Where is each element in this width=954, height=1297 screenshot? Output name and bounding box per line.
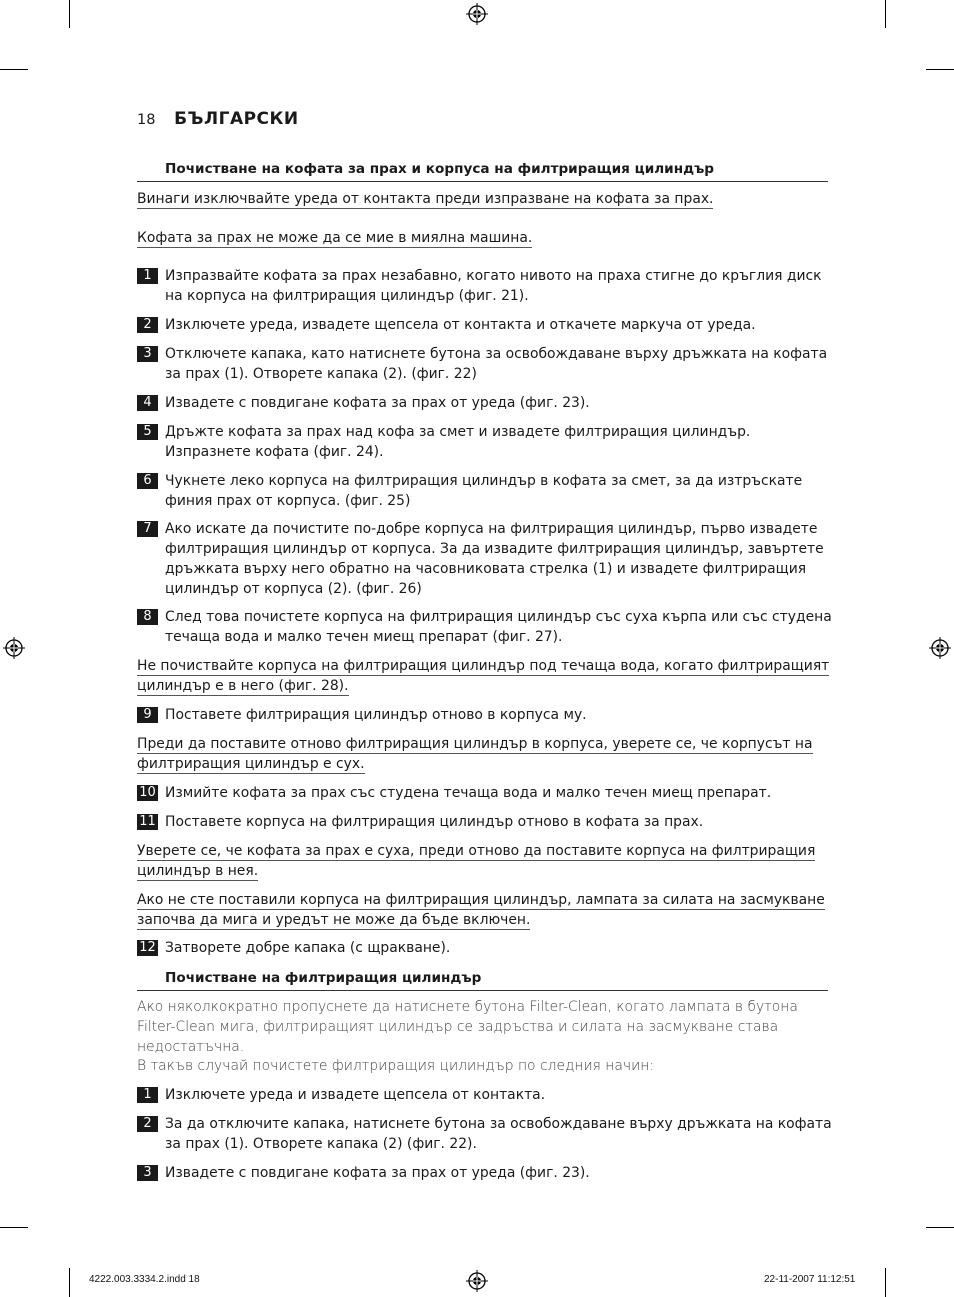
step-item <box>137 266 837 306</box>
step-number: 11 <box>137 814 158 830</box>
step-text: За да отключите капака, натиснете бутона за освобождаване върху дръжката на кофата за прах (1). Отворете капака (2) (фиг. 22). <box>165 1116 832 1152</box>
registration-mark-icon <box>929 637 951 659</box>
step-text: Изпразвайте кофата за прах незабавно, когато нивото на праха стигне до кръглия диск на корпуса на филтриращия цилиндър (фиг. 21). <box>165 268 822 304</box>
step-text: Поставете корпуса на филтриращия цилиндър отново в кофата за прах. <box>165 814 704 830</box>
step-number: 12 <box>137 940 158 956</box>
crop-mark <box>0 1227 28 1228</box>
step-number: 9 <box>137 707 158 723</box>
step-number: 6 <box>137 473 158 489</box>
intro-paragraph: В такъв случай почистете филтриращия цилиндър по следния начин: <box>137 1058 655 1074</box>
page-header <box>137 109 299 129</box>
language-title: БЪЛГАРСКИ <box>174 109 299 129</box>
step-text: Поставете филтриращия цилиндър отново в корпуса му. <box>165 707 587 723</box>
warning-note: Преди да поставите отново филтриращия цилиндър в корпуса, уверете се, че корпусът на филтриращия цилиндър е сух. <box>137 736 813 772</box>
step-number: 3 <box>137 346 158 362</box>
step-text: Изключете уреда, извадете щепсела от контакта и откачете маркуча от уреда. <box>165 317 756 333</box>
step-text: Отключете капака, като натиснете бутона за освобождаване върху дръжката на кофата за прах (1). Отворете капака (2). (фиг. 22) <box>165 346 828 382</box>
registration-mark-icon <box>3 637 25 659</box>
footer-file: 4222.003.3334.2.indd 18 <box>89 1274 200 1285</box>
step-number: 8 <box>137 609 158 625</box>
warning-note: Ако не сте поставили корпуса на филтриращия цилиндър, лампата за силата на засмукване започва да мига и уредът не може да бъде включен. <box>137 892 825 928</box>
step-text: След това почистете корпуса на филтриращия цилиндър със суха кърпа или със студена течаща вода и малко течен миещ препарат (фиг. 27). <box>165 609 832 645</box>
warning-note: Кофата за прах не може да се мие в миялна машина. <box>137 230 533 246</box>
section-title: Почистване на кофата за прах и корпуса на филтриращия цилиндър <box>137 161 828 182</box>
warning-note: Уверете се, че кофата за прах е суха, преди отново да поставите корпуса на филтриращия цилиндър в нея. <box>137 843 816 879</box>
step-number: 7 <box>137 521 158 537</box>
crop-mark <box>69 1268 70 1297</box>
step-number: 2 <box>137 317 158 333</box>
step-text: Чукнете леко корпуса на филтриращия цилиндър в кофата за смет, за да изтръскате финия прах от корпуса. (фиг. 25) <box>165 473 803 509</box>
crop-mark <box>69 0 70 28</box>
step-number: 3 <box>137 1165 158 1181</box>
step-text: Измийте кофата за прах със студена течаща вода и малко течен миещ препарат. <box>165 785 772 801</box>
step-text: Изключете уреда и извадете щепсела от контакта. <box>165 1087 546 1103</box>
registration-mark-icon <box>466 1270 488 1292</box>
crop-mark <box>0 69 28 70</box>
crop-mark <box>926 1227 954 1228</box>
crop-mark <box>885 1268 886 1297</box>
registration-mark-icon <box>466 3 488 25</box>
step-text: Извадете с повдигане кофата за прах от уреда (фиг. 23). <box>165 395 590 411</box>
warning-note: Не почиствайте корпуса на филтриращия цилиндър под течаща вода, когато филтриращият цилиндър е в него (фиг. 28). <box>137 658 830 694</box>
section-title: Почистване на филтриращия цилиндър <box>137 970 828 991</box>
crop-mark <box>926 69 954 70</box>
step-text: Ако искате да почистите по-добре корпуса на филтриращия цилиндър, първо извадете филтриращия цилиндър от корпуса. За да извадите филтриращия цилиндър, завъртете дръжката върху него обратно на часовниковата стрелка (1) и извадете филтриращия цилиндър от корпуса (2). (фиг. 26) <box>165 521 824 597</box>
intro-paragraph: Ако няколкократно пропуснете да натиснете бутона Filter-Clean, когато лампата в бутона Filter-Clean мига, филтриращият цилиндър се задръства и силата на засмукване става недостатъчна. <box>137 999 798 1055</box>
warning-note: Винаги изключвайте уреда от контакта преди изпразване на кофата за прах. <box>137 191 714 207</box>
page-number: 18 <box>137 112 156 128</box>
step-number: 10 <box>137 785 158 801</box>
step-number: 5 <box>137 424 158 440</box>
step-text: Извадете с повдигане кофата за прах от уреда (фиг. 23). <box>165 1165 590 1181</box>
step-number: 4 <box>137 395 158 411</box>
crop-mark <box>885 0 886 28</box>
footer-datetime: 22-11-2007 11:12:51 <box>764 1274 856 1285</box>
step-text: Дръжте кофата за прах над кофа за смет и извадете филтриращия цилиндър. Изпразнете кофата (фиг. 24). <box>165 424 751 460</box>
step-number: 1 <box>137 1087 158 1103</box>
step-text: Затворете добре капака (с щракване). <box>165 940 451 956</box>
step-number: 1 <box>137 268 158 284</box>
step-number: 2 <box>137 1116 158 1132</box>
